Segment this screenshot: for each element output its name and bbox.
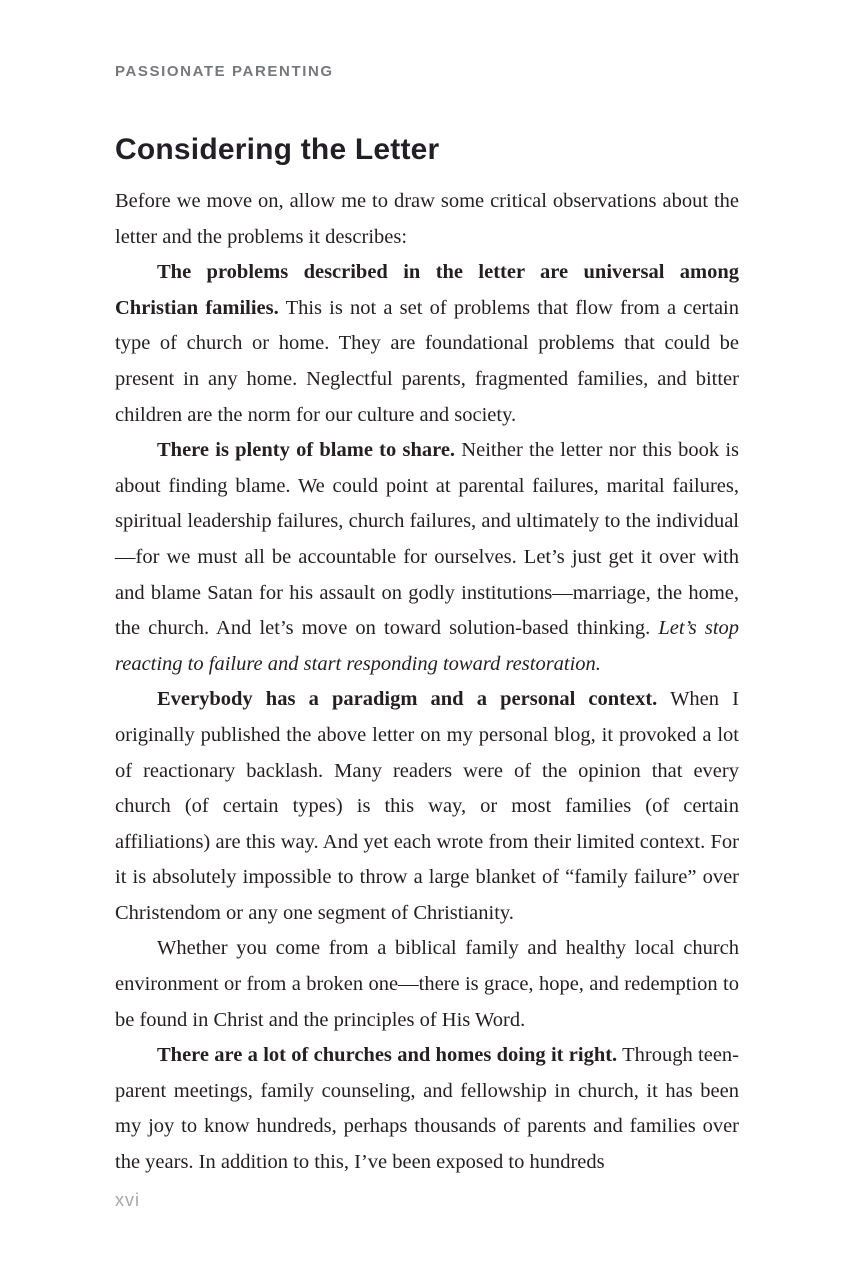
section-title: Considering the Letter	[115, 133, 440, 166]
paragraph	[115, 433, 739, 682]
paragraph-text: Through teen-parent meetings, family counseling, and fellowship in church, it has been my joy to know hundreds, perhaps thousands of parents and families over the years. In addition to this, I’ve been exposed to hundreds	[115, 1044, 739, 1174]
paragraph-text: When I originally published the above letter on my personal blog, it provoked a lot of reactionary backlash. Many readers were of the opinion that every church (of certain types) is this way, or most families (of certain affiliations) are this way. And yet each wrote from their limited context. For it is absolutely impossible to throw a large blanket of “family failure” over Christendom or any one segment of Christianity.	[115, 688, 739, 924]
page-number: xvi	[115, 1190, 140, 1210]
paragraph-lead-bold: There is plenty of blame to share.	[157, 439, 456, 462]
running-header: PASSIONATE PARENTING	[115, 63, 334, 80]
paragraph-text: Before we move on, allow me to draw some critical observations about the letter and the problems it describes:	[115, 190, 739, 248]
paragraph-lead-bold: Everybody has a paradigm and a personal context.	[157, 688, 658, 711]
page-content	[115, 0, 739, 1181]
paragraph	[115, 255, 739, 433]
paragraph-lead-bold: The problems described in the letter are universal among Christian families.	[115, 261, 739, 319]
body-paragraphs	[115, 184, 739, 1181]
paragraph-text: Whether you come from a biblical family and healthy local church environment or from a broken one—there is grace, hope, and redemption to be found in Christ and the principles of His Word.	[115, 937, 739, 1031]
paragraph	[115, 931, 739, 1038]
paragraph	[115, 682, 739, 931]
paragraph	[115, 1038, 739, 1180]
paragraph	[115, 184, 739, 255]
paragraph-text: This is not a set of problems that flow from a certain type of church or home. They are foundational problems that could be present in any home. Neglectful parents, fragmented families, and bitter children are the norm for our culture and society.	[115, 296, 739, 426]
paragraph-italic: Let’s stop reacting to failure and start responding toward restoration.	[115, 617, 740, 675]
paragraph-text: Neither the letter nor this book is about finding blame. We could point at parental failures, marital failures, spiritual leadership failures, church failures, and ultimately to the individual—for we must all be accountable for ourselves. Let’s just get it over with and blame Satan for his assault on godly institutions—marriage, the home, the church. And let’s move on toward solution-based thinking.	[115, 439, 739, 640]
paragraph-lead-bold: There are a lot of churches and homes doing it right.	[157, 1044, 618, 1067]
